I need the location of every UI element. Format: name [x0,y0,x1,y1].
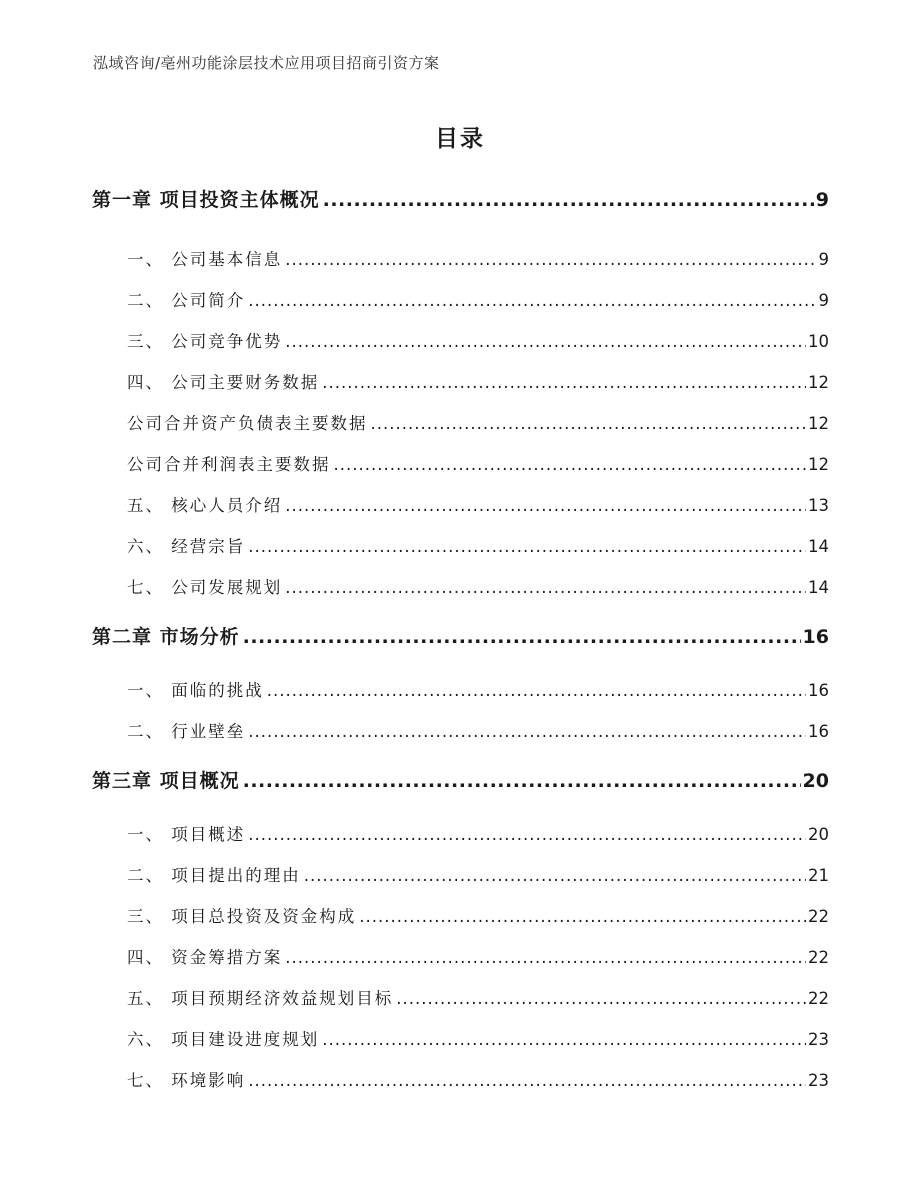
toc-entry-section[interactable] [127,369,829,393]
toc-entry-label: 四、 公司主要财务数据 [127,373,320,392]
toc-entry-page: 12 [808,414,829,433]
toc-entry-chapter-3[interactable] [92,766,829,793]
toc-entry-page: 14 [808,537,829,556]
toc-entry-page: 10 [808,332,829,351]
dot-leader [396,989,806,1008]
toc-entry-label: 七、 公司发展规划 [127,578,283,597]
toc-entry-section[interactable] [127,821,829,845]
dot-leader [285,332,806,351]
dot-leader [304,866,806,885]
toc-entry-section[interactable] [127,574,829,598]
toc-entry-page: 14 [808,578,829,597]
toc-entry-subsection[interactable] [127,410,829,434]
toc-entry-page: 12 [808,373,829,392]
toc-entry-label: 四、 资金筹措方案 [127,948,283,967]
toc-entry-label: 六、 项目建设进度规划 [127,1030,320,1049]
toc-entry-page: 16 [808,722,829,741]
toc-entry-section[interactable] [127,677,829,701]
toc-entry-page: 22 [808,948,829,967]
toc-entry-section[interactable] [127,944,829,968]
toc-entry-page: 16 [802,626,829,648]
toc-entry-section[interactable] [127,1026,829,1050]
toc-entry-label: 公司合并利润表主要数据 [127,455,331,474]
toc-entry-page: 12 [808,455,829,474]
toc-entry-section[interactable] [127,246,829,270]
dot-leader [323,189,814,211]
toc-entry-label: 一、 公司基本信息 [127,250,283,269]
dot-leader [248,825,806,844]
toc-entry-label: 二、 公司简介 [127,291,246,310]
page-header: 泓域咨询/亳州功能涂层技术应用项目招商引资方案 [93,54,440,72]
dot-leader [248,537,806,556]
toc-entry-page: 13 [808,496,829,515]
toc-entry-label: 六、 经营宗旨 [127,537,246,556]
toc-entry-page: 20 [808,825,829,844]
toc-entry-section[interactable] [127,862,829,886]
dot-leader [285,578,806,597]
toc-entry-label: 三、 公司竞争优势 [127,332,283,351]
toc-entry-label: 五、 核心人员介绍 [127,496,283,515]
toc-entry-section[interactable] [127,287,829,311]
dot-leader [285,250,816,269]
toc-entry-section[interactable] [127,1067,829,1091]
dot-leader [248,291,816,310]
toc-entry-label: 七、 环境影响 [127,1071,246,1090]
toc-entry-label: 一、 面临的挑战 [127,681,264,700]
toc-entry-label: 五、 项目预期经济效益规划目标 [127,989,394,1008]
toc-entry-page: 9 [815,189,829,211]
toc-entry-page: 9 [818,250,829,269]
toc-entry-section[interactable] [127,533,829,557]
dot-leader [243,626,801,648]
toc-title: 目录 [435,126,485,152]
dot-leader [243,770,801,792]
toc-entry-page: 22 [808,907,829,926]
dot-leader [285,496,806,515]
toc-entry-section[interactable] [127,328,829,352]
toc-entry-page: 16 [808,681,829,700]
toc-entry-page: 23 [808,1071,829,1090]
dot-leader [334,455,807,474]
dot-leader [248,722,806,741]
dot-leader [371,414,807,433]
toc-entry-label: 二、 行业壁垒 [127,722,246,741]
dot-leader [248,1071,806,1090]
toc-entry-section[interactable] [127,985,829,1009]
toc-entry-label: 第三章 项目概况 [92,770,240,792]
toc-entry-section[interactable] [127,903,829,927]
toc-entry-chapter-1[interactable] [92,185,829,212]
toc-entry-page: 22 [808,989,829,1008]
dot-leader [285,948,806,967]
dot-leader [322,1030,806,1049]
dot-leader [267,681,806,700]
toc-entry-label: 第一章 项目投资主体概况 [92,189,320,211]
toc-entry-chapter-2[interactable] [92,622,829,649]
dot-leader [359,907,806,926]
toc-entry-label: 一、 项目概述 [127,825,246,844]
toc-entry-label: 二、 项目提出的理由 [127,866,301,885]
toc-entry-section[interactable] [127,718,829,742]
toc-entry-label: 公司合并资产负债表主要数据 [127,414,368,433]
toc-entry-page: 21 [808,866,829,885]
toc-entry-label: 三、 项目总投资及资金构成 [127,907,357,926]
dot-leader [322,373,806,392]
toc-entry-page: 9 [818,291,829,310]
toc-entry-section[interactable] [127,492,829,516]
toc-entry-page: 23 [808,1030,829,1049]
toc-entry-page: 20 [802,770,829,792]
toc-entry-label: 第二章 市场分析 [92,626,240,648]
toc-entry-subsection[interactable] [127,451,829,475]
